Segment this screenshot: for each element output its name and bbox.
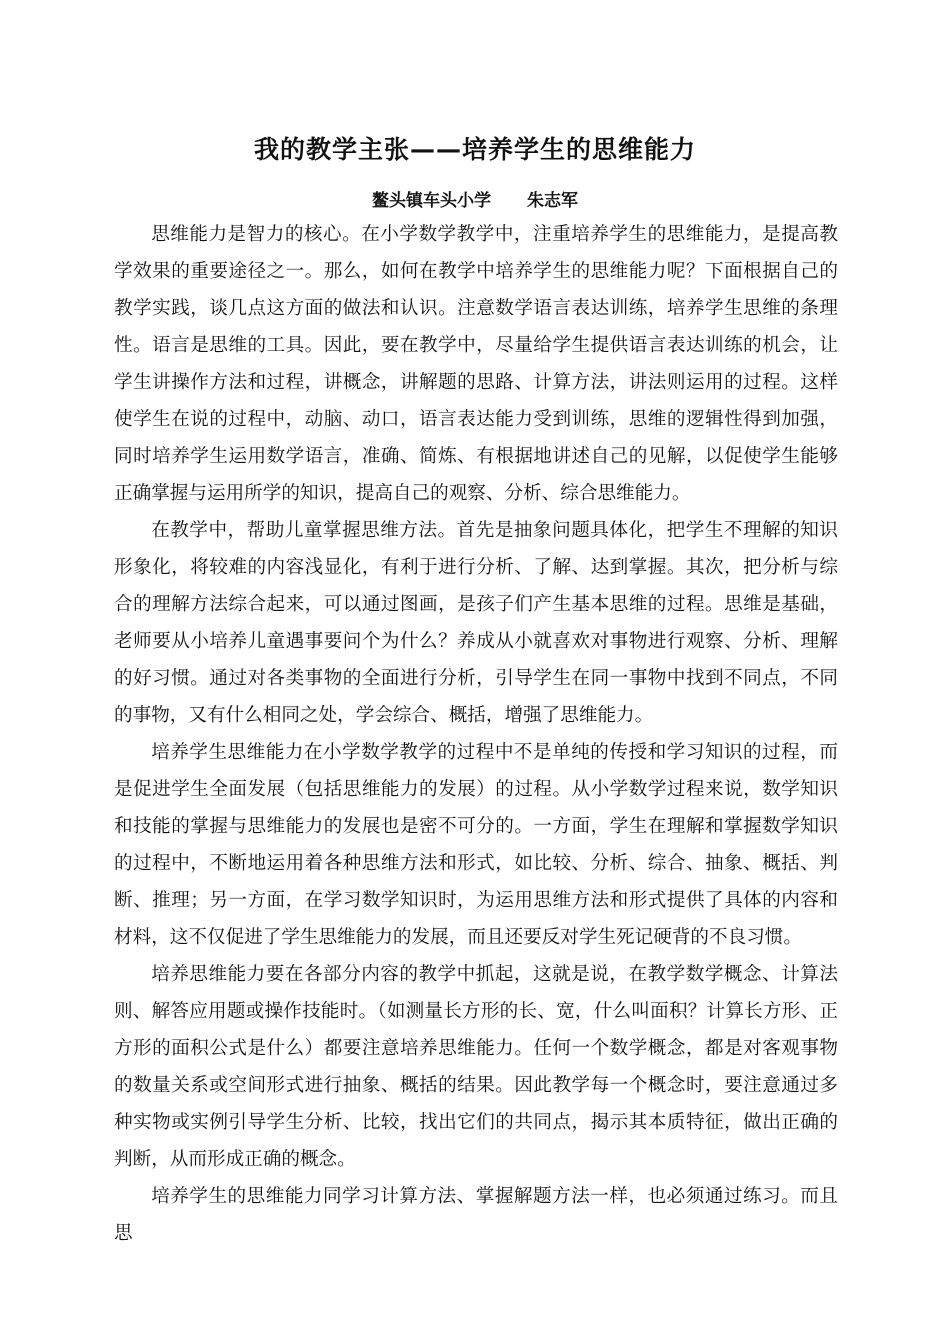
body-text (114, 216, 838, 1252)
paragraph-3: 培养学生思维能力在小学数学教学的过程中不是单纯的传授和学习知识的过程，而是促进学生全面发展（包括思维能力的发展）的过程。从小学数学过程来说，数学知识和技能的掌握与思维能力的发展也是密不可分的。一方面，学生在理解和掌握数学知识的过程中，不断地运用着各种思维方法和形式，如比较、分析、综合、抽象、概括、判断、推理；另一方面，在学习数学知识时，为运用思维方法和形式提供了具体的内容和材料，这不仅促进了学生思维能力的发展，而且还要反对学生死记硬背的不良习惯。 (114, 742, 838, 948)
paragraph-2: 在教学中，帮助儿童掌握思维方法。首先是抽象问题具体化，把学生不理解的知识形象化，将较难的内容浅显化，有利于进行分析、了解、达到掌握。其次，把分析与综合的理解方法综合起来，可以通过图画，是孩子们产生基本思维的过程。思维是基础，老师要从小培养儿童遇事要问个为什么？养成从小就喜欢对事物进行观察、分析、理解的好习惯。通过对各类事物的全面进行分析，引导学生在同一事物中找到不同点，不同的事物，又有什么相同之处，学会综合、概括，增强了思维能力。 (114, 520, 838, 726)
paragraph-1: 思维能力是智力的核心。在小学数学教学中，注重培养学生的思维能力，是提高教学效果的重要途径之一。那么，如何在教学中培养学生的思维能力呢？下面根据自己的教学实践，谈几点这方面的做法和认识。注意数学语言表达训练，培养学生思维的条理性。语言是思维的工具。因此，要在教学中，尽量给学生提供语言表达训练的机会，让学生讲操作方法和过程，讲概念，讲解题的思路、计算方法，讲法则运用的过程。这样使学生在说的过程中，动脑、动口，语言表达能力受到训练，思维的逻辑性得到加强，同时培养学生运用数学语言，准确、简炼、有根据地讲述自己的见解，以促使学生能够正确掌握与运用所学的知识，提高自己的观察、分析、综合思维能力。 (114, 224, 838, 504)
page-title: 我的教学主张——培养学生的思维能力 (253, 135, 696, 164)
byline (0, 186, 950, 211)
author-name: 朱志军 (527, 191, 578, 211)
school-name: 鳌头镇车头小学 (372, 191, 491, 211)
paragraph-5: 培养学生的思维能力同学习计算方法、掌握解题方法一样，也必须通过练习。而且思 (114, 1186, 838, 1244)
paragraph-4: 培养思维能力要在各部分内容的教学中抓起，这就是说，在教学数学概念、计算法则、解答应用题或操作技能时。（如测量长方形的长、宽，什么叫面积？计算长方形、正方形的面积公式是什么）都要注意培养思维能力。任何一个数学概念，都是对客观事物的数量关系或空间形式进行抽象、概括的结果。因此教学每一个概念时，要注意通过多种实物或实例引导学生分析、比较，找出它们的共同点，揭示其本质特征，做出正确的判断，从而形成正确的概念。 (114, 964, 838, 1170)
